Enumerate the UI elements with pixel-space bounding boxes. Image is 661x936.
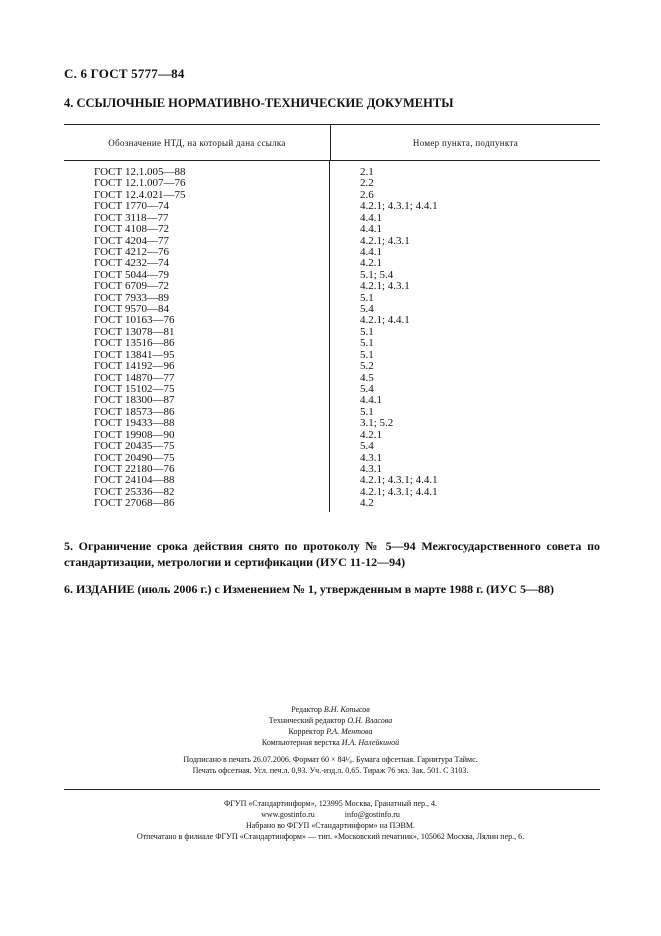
publisher-address: ФГУП «Стандартинформ», 123995 Москва, Гранатный пер., 4. <box>223 799 438 808</box>
document-cell: ГОСТ 4232—74 <box>94 257 169 270</box>
print-info-block <box>0 754 661 776</box>
document-cell: ГОСТ 27068—86 <box>94 497 175 510</box>
document-cell: ГОСТ 13841—95 <box>94 348 175 361</box>
clause-cell: 5.4 <box>360 383 374 396</box>
credit-line <box>0 715 661 726</box>
credit-line <box>0 704 661 715</box>
section-4-title: 4. ССЫЛОЧНЫЕ НОРМАТИВНО-ТЕХНИЧЕСКИЕ ДОКУМЕНТЫ <box>64 96 454 110</box>
credit-role: Компьютерная верстка <box>261 738 340 747</box>
clause-cell: 5.4 <box>360 303 374 316</box>
publisher-website: www.gostinfo.ru <box>261 810 315 819</box>
document-cell: ГОСТ 22180—76 <box>94 462 175 475</box>
document-cell: ГОСТ 12.1.005—88 <box>94 166 186 178</box>
document-cell: ГОСТ 18300—87 <box>94 394 175 407</box>
imprint-divider <box>64 789 600 790</box>
credit-name: В.Н. Копысов <box>323 705 370 714</box>
print-info-line: Подписано в печать 26.07.2006. Формат 60 × 84¹⁄₈. Бумага офсетная. Гарнитура Таймс. <box>183 755 478 764</box>
document-cell: ГОСТ 18573—86 <box>94 405 175 418</box>
document-cell: ГОСТ 24104—88 <box>94 474 175 487</box>
document-cell: ГОСТ 14192—96 <box>94 360 175 373</box>
clause-cell: 4.4.1 <box>360 211 382 224</box>
publisher-contacts <box>0 809 661 820</box>
reference-table <box>64 124 600 512</box>
clause-cell: 4.2.1 <box>360 257 382 270</box>
document-cell: ГОСТ 13078—81 <box>94 325 175 338</box>
clause-cell: 4.4.1 <box>360 394 382 407</box>
publisher-typeset: Набрано во ФГУП «Стандартинформ» на ПЭВМ. <box>245 821 416 830</box>
document-cell: ГОСТ 5044—79 <box>94 268 169 281</box>
print-info-line: Печать офсетная. Усл. печ.л. 0,93. Уч.-изд.л. 0,65. Тираж 76 экз. Зак. 501. С 3103. <box>192 766 469 775</box>
document-cell: ГОСТ 19908—90 <box>94 428 175 441</box>
clause-cell: 4.4.1 <box>360 245 382 258</box>
clause-cell: 5.1 <box>360 348 374 361</box>
credit-role: Технический редактор <box>268 716 346 725</box>
section-6-text: 6. ИЗДАНИЕ (июль 2006 г.) с Изменением № 1, утвержденным в марте 1988 г. (ИУС 5—88) <box>64 582 554 596</box>
document-cell: ГОСТ 4204—77 <box>94 234 169 247</box>
clause-cell: 4.2.1 <box>360 428 382 441</box>
document-cell: ГОСТ 1770—74 <box>94 200 169 213</box>
document-cell: ГОСТ 20490—75 <box>94 451 175 464</box>
clause-cell: 4.2.1; 4.3.1 <box>360 280 410 293</box>
clause-cell: 4.2.1; 4.3.1; 4.4.1 <box>360 474 438 487</box>
clause-cell: 5.1 <box>360 291 374 304</box>
document-column <box>64 161 330 512</box>
document-cell: ГОСТ 25336—82 <box>94 485 175 498</box>
clause-cell: 4.3.1 <box>360 462 382 475</box>
publisher-block <box>0 798 661 842</box>
column-header-clause: Номер пункта, подпункта <box>412 137 519 148</box>
page-header: С. 6 ГОСТ 5777—84 <box>64 66 185 81</box>
document-cell: ГОСТ 4108—72 <box>94 223 169 236</box>
clause-cell: 4.2 <box>360 497 374 510</box>
clause-cell: 4.2.1; 4.4.1 <box>360 314 410 327</box>
document-cell: ГОСТ 10163—76 <box>94 314 175 327</box>
credit-name: О.Н. Власова <box>347 716 393 725</box>
clause-cell: 4.2.1; 4.3.1 <box>360 234 410 247</box>
clause-cell: 5.1 <box>360 325 374 338</box>
table-body <box>64 161 600 512</box>
clause-cell: 2.1 <box>360 166 374 178</box>
document-cell: ГОСТ 3118—77 <box>94 211 169 224</box>
document-cell: ГОСТ 15102—75 <box>94 383 175 396</box>
publisher-printer: Отпечатано в филиале ФГУП «Стандартинформ» — тип. «Московский печатник», 105062 Москва, Лялин пер., 6. <box>136 832 525 841</box>
credit-role: Редактор <box>291 705 322 714</box>
credit-line <box>0 737 661 748</box>
table-header <box>64 125 600 161</box>
clause-cell: 2.2 <box>360 177 374 190</box>
document-cell: ГОСТ 6709—72 <box>94 280 169 293</box>
column-header-document: Обозначение НТД, на который дана ссылка <box>64 125 331 160</box>
clause-cell: 2.6 <box>360 188 374 201</box>
document-cell: ГОСТ 4212—76 <box>94 245 169 258</box>
credit-role: Корректор <box>288 727 325 736</box>
clause-cell: 4.3.1 <box>360 451 382 464</box>
document-cell: ГОСТ 13516—86 <box>94 337 175 350</box>
document-cell: ГОСТ 19433—88 <box>94 417 175 430</box>
clause-cell: 4.5 <box>360 371 374 384</box>
clause-cell: 5.1; 5.4 <box>360 268 394 281</box>
credit-name: Р.А. Ментова <box>326 727 373 736</box>
credit-line <box>0 726 661 737</box>
clause-cell: 4.4.1 <box>360 223 382 236</box>
clause-column <box>330 161 600 512</box>
document-cell: ГОСТ 14870—77 <box>94 371 175 384</box>
clause-cell: 5.1 <box>360 337 374 350</box>
clause-cell: 3.1; 5.2 <box>360 417 394 430</box>
clause-cell: 4.2.1; 4.3.1; 4.4.1 <box>360 200 438 213</box>
clause-cell: 5.2 <box>360 360 374 373</box>
document-cell: ГОСТ 7933—89 <box>94 291 169 304</box>
clause-cell: 4.2.1; 4.3.1; 4.4.1 <box>360 485 438 498</box>
credit-name: И.А. Налейкиной <box>341 738 400 747</box>
clause-cell: 5.4 <box>360 440 374 453</box>
document-cell: ГОСТ 20435—75 <box>94 440 175 453</box>
document-cell: ГОСТ 12.4.021—75 <box>94 188 186 201</box>
document-cell: ГОСТ 12.1.007—76 <box>94 177 186 190</box>
publisher-email: info@gostinfo.ru <box>344 810 400 819</box>
clause-cell: 5.1 <box>360 405 374 418</box>
credits-block <box>0 704 661 748</box>
section-5-text: 5. Ограничение срока действия снято по протоколу № 5—94 Межгосударственного совета по стандартизации, метрологии и сертификации (ИУС 11-12—94) <box>64 539 600 569</box>
document-cell: ГОСТ 9570—84 <box>94 303 169 316</box>
